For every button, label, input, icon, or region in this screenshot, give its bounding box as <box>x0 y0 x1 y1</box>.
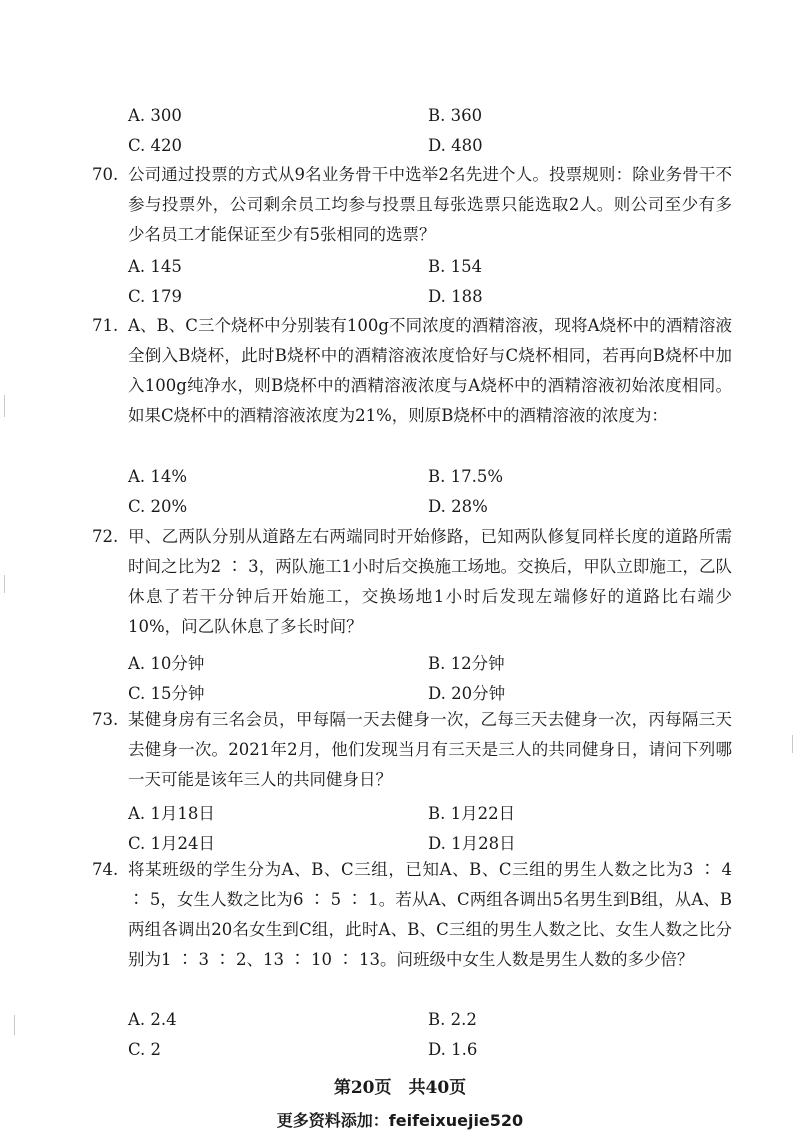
question-70-options <box>128 257 728 317</box>
question-text: 将某班级的学生分为A、B、C三组，已知A、B、C三组的男生人数之比为3 ∶ 4 ∶ 5，女生人数之比为6 ∶ 5 ∶ 1。若从A、C两组各调出5名男生到B组，从A、B两组各调出20名女生到C组，此时A、B、C三组的男生人数之比、女生人数之比分别为1 ∶ 3 ∶ 2、13 ∶ 10 ∶ 13。问班级中女生人数是男生人数的多少倍？ <box>128 860 732 969</box>
question-number: 72. <box>92 527 119 546</box>
question-72 <box>92 522 732 642</box>
scan-mark <box>14 1015 15 1035</box>
question-70 <box>92 160 732 250</box>
question-74 <box>92 855 732 975</box>
option-d: D. 480 <box>428 136 483 155</box>
question-73-options <box>128 800 728 860</box>
option-a: A. 14% <box>128 467 188 486</box>
prev-question-options <box>128 106 728 166</box>
question-text: 公司通过投票的方式从9名业务骨干中选举2名先进个人。投票规则：除业务骨干不参与投票外，公司剩余员工均参与投票且每张选票只能选取2人。则公司至少有多少名员工才能保证至少有5张相同的选票？ <box>128 165 732 244</box>
option-b: B. 1月22日 <box>428 804 516 823</box>
option-d: D. 28% <box>428 497 488 516</box>
option-c: C. 179 <box>128 287 183 306</box>
contact-text: 更多资料添加：feifeixuejie520 <box>276 1111 524 1130</box>
question-72-options <box>128 650 728 710</box>
question-number: 70. <box>92 165 119 184</box>
question-text: 甲、乙两队分别从道路左右两端同时开始修路，已知两队修复同样长度的道路所需时间之比为2 ∶ 3，两队施工1小时后交换施工场地。交换后，甲队立即施工，乙队休息了若干分钟后开始施工，交换场地1小时后发现左端修好的道路比右端少10%，问乙队休息了多长时间？ <box>128 527 732 636</box>
option-d: D. 1月28日 <box>428 834 516 853</box>
option-d: D. 1.6 <box>428 1040 478 1059</box>
question-number: 71. <box>92 316 119 335</box>
question-71-options <box>128 467 728 527</box>
option-c: C. 20% <box>128 497 188 516</box>
question-74-options <box>128 1010 728 1070</box>
scan-mark <box>4 575 5 593</box>
question-71 <box>92 311 732 431</box>
question-text: 某健身房有三名会员，甲每隔一天去健身一次，乙每三天去健身一次，丙每隔三天去健身一次。2021年2月，他们发现当月有三天是三人的共同健身日，请问下列哪一天可能是该年三人的共同健身日？ <box>128 710 732 789</box>
option-b: B. 154 <box>428 257 483 276</box>
option-c: C. 420 <box>128 136 183 155</box>
option-d: D. 188 <box>428 287 483 306</box>
option-a: A. 2.4 <box>128 1010 177 1029</box>
question-number: 73. <box>92 710 119 729</box>
option-b: B. 360 <box>428 106 483 125</box>
option-b: B. 17.5% <box>428 467 504 486</box>
question-text: A、B、C三个烧杯中分别装有100g不同浓度的酒精溶液，现将A烧杯中的酒精溶液全倒入B烧杯，此时B烧杯中的酒精溶液浓度恰好与C烧杯相同，若再向B烧杯中加入100g纯净水，则B烧杯中的酒精溶液浓度与A烧杯中的酒精溶液初始浓度相同。如果C烧杯中的酒精溶液浓度为21%，则原B烧杯中的酒精溶液的浓度为： <box>128 316 732 425</box>
question-number: 74. <box>92 860 119 879</box>
option-a: A. 1月18日 <box>128 804 215 823</box>
question-73 <box>92 705 732 795</box>
option-c: C. 2 <box>128 1040 162 1059</box>
scan-mark <box>4 395 5 417</box>
page-number: 第20页 共40页 <box>333 1078 467 1098</box>
scan-mark <box>792 735 793 753</box>
option-b: B. 12分钟 <box>428 654 505 673</box>
option-a: A. 300 <box>128 106 182 125</box>
option-a: A. 10分钟 <box>128 654 205 673</box>
option-a: A. 145 <box>128 257 182 276</box>
option-c: C. 1月24日 <box>128 834 216 853</box>
option-d: D. 20分钟 <box>428 684 506 703</box>
option-b: B. 2.2 <box>428 1010 477 1029</box>
option-c: C. 15分钟 <box>128 684 205 703</box>
